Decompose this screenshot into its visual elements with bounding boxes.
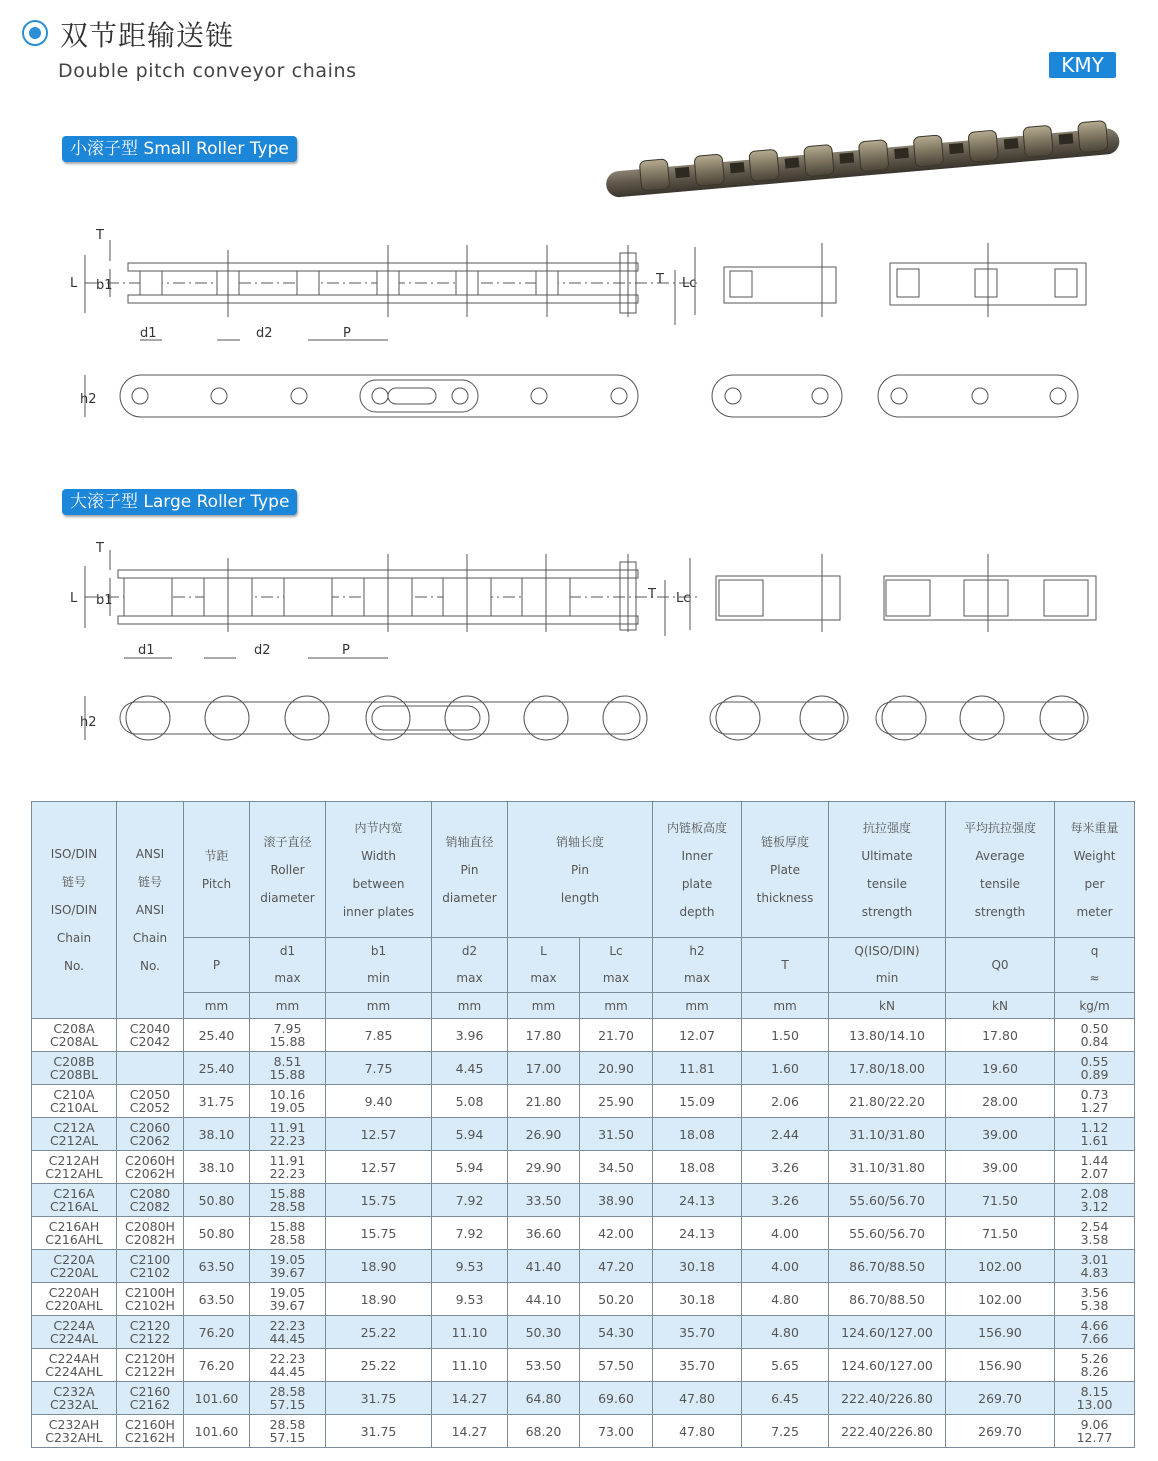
cell-d2: 5.94 (432, 1151, 508, 1184)
cell-h2: 30.18 (653, 1283, 742, 1316)
cell-Q: 21.80/22.20 (829, 1085, 946, 1118)
cell-p: 76.20 (184, 1349, 250, 1382)
cell-L: 53.50 (508, 1349, 580, 1382)
cell-q: 3.01 4.83 (1055, 1250, 1135, 1283)
unit-cell: mm (742, 993, 829, 1019)
dim-T2-small: T (656, 272, 664, 287)
cell-Q0: 269.70 (946, 1382, 1055, 1415)
header-width: 内节内宽 Width between inner plates (326, 802, 432, 938)
cell-T: 4.00 (742, 1217, 829, 1250)
cell-q: 0.73 1.27 (1055, 1085, 1135, 1118)
cell-Lc: 54.30 (580, 1316, 653, 1349)
cell-h2: 47.80 (653, 1382, 742, 1415)
table-row (32, 1085, 1135, 1118)
header-weight: 每米重量 Weight per meter (1055, 802, 1135, 938)
table-row (32, 1217, 1135, 1250)
cell-h2: 35.70 (653, 1316, 742, 1349)
table-row (32, 1283, 1135, 1316)
unit-cell: mm (326, 993, 432, 1019)
table-row (32, 1349, 1135, 1382)
cell-b1: 18.90 (326, 1283, 432, 1316)
cell-ansi: C2080 C2082 (117, 1184, 184, 1217)
cell-p: 38.10 (184, 1151, 250, 1184)
cell-d1: 28.58 57.15 (250, 1382, 326, 1415)
cell-Lc: 50.20 (580, 1283, 653, 1316)
sym-h2: h2 max (653, 938, 742, 993)
cell-T: 3.26 (742, 1151, 829, 1184)
cell-L: 17.00 (508, 1052, 580, 1085)
cell-iso: C224A C224AL (32, 1316, 117, 1349)
cell-ansi: C2100H C2102H (117, 1283, 184, 1316)
large-roller-drawing (0, 540, 1158, 750)
cell-Q: 31.10/31.80 (829, 1151, 946, 1184)
cell-p: 38.10 (184, 1118, 250, 1151)
cell-Q: 124.60/127.00 (829, 1316, 946, 1349)
cell-iso: C208B C208BL (32, 1052, 117, 1085)
brand-badge: KMY (1049, 52, 1116, 78)
cell-q: 8.15 13.00 (1055, 1382, 1135, 1415)
header-plate-thickness: 链板厚度 Plate thickness (742, 802, 829, 938)
dim-b1-large: b1 (96, 593, 113, 608)
sym-Lc: Lc max (580, 938, 653, 993)
cell-L: 44.10 (508, 1283, 580, 1316)
header-roller: 滚子直径 Roller diameter (250, 802, 326, 938)
cell-Q0: 39.00 (946, 1118, 1055, 1151)
cell-iso: C220AH C220AHL (32, 1283, 117, 1316)
cell-ansi: C2040 C2042 (117, 1019, 184, 1052)
dim-d2-large: d2 (254, 643, 271, 658)
section-large-roller: 大滚子型 Large Roller Type (62, 489, 297, 515)
cell-Q0: 17.80 (946, 1019, 1055, 1052)
cell-q: 0.55 0.89 (1055, 1052, 1135, 1085)
table-row (32, 1184, 1135, 1217)
cell-b1: 25.22 (326, 1349, 432, 1382)
dim-d1-small: d1 (140, 326, 157, 341)
section-small-roller: 小滚子型 Small Roller Type (62, 136, 297, 162)
cell-L: 36.60 (508, 1217, 580, 1250)
sym-q: q ≈ (1055, 938, 1135, 993)
cell-d1: 19.05 39.67 (250, 1250, 326, 1283)
cell-b1: 12.57 (326, 1151, 432, 1184)
cell-Lc: 25.90 (580, 1085, 653, 1118)
unit-cell: mm (250, 993, 326, 1019)
sym-Q0: Q0 (946, 938, 1055, 993)
dim-b1-small: b1 (96, 278, 113, 293)
header-ultimate: 抗拉强度 Ultimate tensile strength (829, 802, 946, 938)
cell-d2: 5.94 (432, 1118, 508, 1151)
cell-Q0: 269.70 (946, 1415, 1055, 1448)
page-title-cn: 双节距输送链 (60, 19, 235, 52)
cell-p: 101.60 (184, 1415, 250, 1448)
header-pin-length: 销轴长度 Pin length (508, 802, 653, 938)
cell-iso: C212AH C212AHL (32, 1151, 117, 1184)
sym-T: T (742, 938, 829, 993)
cell-b1: 18.90 (326, 1250, 432, 1283)
table-row (32, 1019, 1135, 1052)
cell-T: 4.80 (742, 1316, 829, 1349)
cell-d2: 3.96 (432, 1019, 508, 1052)
cell-d2: 9.53 (432, 1283, 508, 1316)
cell-d2: 11.10 (432, 1316, 508, 1349)
dim-Lc-large: Lc (676, 591, 691, 606)
cell-ansi: C2160 C2162 (117, 1382, 184, 1415)
cell-p: 50.80 (184, 1184, 250, 1217)
header-average: 平均抗拉强度 Average tensile strength (946, 802, 1055, 938)
dim-d2-small: d2 (256, 326, 273, 341)
cell-Q0: 156.90 (946, 1349, 1055, 1382)
cell-Q0: 71.50 (946, 1217, 1055, 1250)
cell-b1: 12.57 (326, 1118, 432, 1151)
unit-cell: mm (508, 993, 580, 1019)
cell-iso: C212A C212AL (32, 1118, 117, 1151)
cell-q: 1.12 1.61 (1055, 1118, 1135, 1151)
cell-p: 25.40 (184, 1019, 250, 1052)
cell-Q: 86.70/88.50 (829, 1283, 946, 1316)
cell-h2: 24.13 (653, 1184, 742, 1217)
sym-Q: Q(ISO/DIN) min (829, 938, 946, 993)
cell-d1: 7.95 15.88 (250, 1019, 326, 1052)
cell-q: 2.54 3.58 (1055, 1217, 1135, 1250)
cell-d2: 9.53 (432, 1250, 508, 1283)
cell-d1: 11.91 22.23 (250, 1151, 326, 1184)
cell-iso: C232A C232AL (32, 1382, 117, 1415)
cell-T: 2.06 (742, 1085, 829, 1118)
cell-d1: 11.91 22.23 (250, 1118, 326, 1151)
cell-Q: 222.40/226.80 (829, 1382, 946, 1415)
cell-p: 76.20 (184, 1316, 250, 1349)
table-row (32, 1382, 1135, 1415)
cell-L: 33.50 (508, 1184, 580, 1217)
sym-d2: d2 max (432, 938, 508, 993)
cell-Lc: 38.90 (580, 1184, 653, 1217)
unit-cell: kg/m (1055, 993, 1135, 1019)
cell-d1: 15.88 28.58 (250, 1217, 326, 1250)
table-row (32, 1151, 1135, 1184)
cell-T: 4.80 (742, 1283, 829, 1316)
sym-d1: d1 max (250, 938, 326, 993)
cell-iso: C208A C208AL (32, 1019, 117, 1052)
cell-L: 68.20 (508, 1415, 580, 1448)
cell-q: 9.06 12.77 (1055, 1415, 1135, 1448)
cell-ansi: C2160H C2162H (117, 1415, 184, 1448)
cell-b1: 7.85 (326, 1019, 432, 1052)
dim-T-large: T (96, 541, 104, 556)
sym-L: L max (508, 938, 580, 993)
cell-d2: 5.08 (432, 1085, 508, 1118)
cell-Lc: 57.50 (580, 1349, 653, 1382)
title-bullet-icon (22, 20, 48, 46)
cell-T: 1.50 (742, 1019, 829, 1052)
cell-T: 6.45 (742, 1382, 829, 1415)
cell-iso: C232AH C232AHL (32, 1415, 117, 1448)
cell-q: 2.08 3.12 (1055, 1184, 1135, 1217)
cell-iso: C224AH C224AHL (32, 1349, 117, 1382)
dim-L-large: L (70, 591, 78, 606)
cell-h2: 47.80 (653, 1415, 742, 1448)
table-row (32, 1316, 1135, 1349)
dim-Lc-small: Lc (682, 276, 697, 291)
cell-L: 41.40 (508, 1250, 580, 1283)
cell-h2: 15.09 (653, 1085, 742, 1118)
cell-q: 4.66 7.66 (1055, 1316, 1135, 1349)
dim-d1-large: d1 (138, 643, 155, 658)
cell-Q0: 102.00 (946, 1250, 1055, 1283)
cell-Q0: 19.60 (946, 1052, 1055, 1085)
cell-Q0: 156.90 (946, 1316, 1055, 1349)
cell-T: 5.65 (742, 1349, 829, 1382)
cell-b1: 7.75 (326, 1052, 432, 1085)
cell-p: 63.50 (184, 1283, 250, 1316)
table-row (32, 1052, 1135, 1085)
dim-L-small: L (70, 276, 78, 291)
unit-cell: mm (432, 993, 508, 1019)
cell-d1: 15.88 28.58 (250, 1184, 326, 1217)
cell-d2: 4.45 (432, 1052, 508, 1085)
cell-d2: 7.92 (432, 1217, 508, 1250)
cell-d2: 14.27 (432, 1415, 508, 1448)
cell-h2: 24.13 (653, 1217, 742, 1250)
header-pitch: 节距 Pitch (184, 802, 250, 938)
cell-T: 7.25 (742, 1415, 829, 1448)
cell-Q: 124.60/127.00 (829, 1349, 946, 1382)
cell-p: 25.40 (184, 1052, 250, 1085)
cell-Lc: 20.90 (580, 1052, 653, 1085)
cell-Q0: 28.00 (946, 1085, 1055, 1118)
cell-Q: 17.80/18.00 (829, 1052, 946, 1085)
cell-b1: 31.75 (326, 1382, 432, 1415)
chain-photo (0, 120, 1158, 200)
cell-h2: 18.08 (653, 1118, 742, 1151)
dim-T-small: T (96, 228, 104, 243)
cell-Q: 31.10/31.80 (829, 1118, 946, 1151)
cell-T: 1.60 (742, 1052, 829, 1085)
cell-q: 5.26 8.26 (1055, 1349, 1135, 1382)
cell-Q: 13.80/14.10 (829, 1019, 946, 1052)
sym-P: P (184, 938, 250, 993)
cell-L: 26.90 (508, 1118, 580, 1151)
cell-b1: 15.75 (326, 1184, 432, 1217)
cell-h2: 18.08 (653, 1151, 742, 1184)
dim-h2-small: h2 (80, 392, 97, 407)
cell-d1: 22.23 44.45 (250, 1349, 326, 1382)
dim-h2-large: h2 (80, 715, 97, 730)
cell-Q: 222.40/226.80 (829, 1415, 946, 1448)
cell-ansi: C2060H C2062H (117, 1151, 184, 1184)
cell-d1: 19.05 39.67 (250, 1283, 326, 1316)
sym-b1: b1 min (326, 938, 432, 993)
cell-d1: 22.23 44.45 (250, 1316, 326, 1349)
cell-ansi: C2080H C2082H (117, 1217, 184, 1250)
dim-P-small: P (343, 326, 351, 341)
unit-cell: mm (184, 993, 250, 1019)
cell-d1: 8.51 15.88 (250, 1052, 326, 1085)
unit-cell: mm (580, 993, 653, 1019)
cell-Q0: 39.00 (946, 1151, 1055, 1184)
cell-ansi: C2050 C2052 (117, 1085, 184, 1118)
cell-h2: 30.18 (653, 1250, 742, 1283)
cell-Lc: 69.60 (580, 1382, 653, 1415)
cell-q: 3.56 5.38 (1055, 1283, 1135, 1316)
cell-p: 50.80 (184, 1217, 250, 1250)
dim-P-large: P (342, 643, 350, 658)
cell-Q: 55.60/56.70 (829, 1217, 946, 1250)
cell-ansi (117, 1052, 184, 1085)
cell-L: 17.80 (508, 1019, 580, 1052)
header-pin-diameter: 销轴直径 Pin diameter (432, 802, 508, 938)
cell-L: 21.80 (508, 1085, 580, 1118)
cell-d1: 10.16 19.05 (250, 1085, 326, 1118)
header-ansi: ANSI 链号 ANSI Chain No. (117, 802, 184, 1019)
cell-Q0: 71.50 (946, 1184, 1055, 1217)
cell-Q: 55.60/56.70 (829, 1184, 946, 1217)
cell-L: 64.80 (508, 1382, 580, 1415)
table-row (32, 1250, 1135, 1283)
cell-Lc: 42.00 (580, 1217, 653, 1250)
cell-T: 4.00 (742, 1250, 829, 1283)
cell-L: 50.30 (508, 1316, 580, 1349)
header-iso: ISO/DIN 链号 ISO/DIN Chain No. (32, 802, 117, 1019)
cell-b1: 9.40 (326, 1085, 432, 1118)
cell-Lc: 47.20 (580, 1250, 653, 1283)
cell-Lc: 34.50 (580, 1151, 653, 1184)
cell-h2: 12.07 (653, 1019, 742, 1052)
cell-T: 2.44 (742, 1118, 829, 1151)
cell-ansi: C2120H C2122H (117, 1349, 184, 1382)
cell-b1: 31.75 (326, 1415, 432, 1448)
cell-p: 63.50 (184, 1250, 250, 1283)
cell-d2: 11.10 (432, 1349, 508, 1382)
table-row (32, 1415, 1135, 1448)
cell-ansi: C2120 C2122 (117, 1316, 184, 1349)
cell-L: 29.90 (508, 1151, 580, 1184)
small-roller-drawing (0, 225, 1158, 440)
cell-ansi: C2060 C2062 (117, 1118, 184, 1151)
cell-h2: 35.70 (653, 1349, 742, 1382)
cell-Q0: 102.00 (946, 1283, 1055, 1316)
cell-iso: C210A C210AL (32, 1085, 117, 1118)
unit-cell: kN (829, 993, 946, 1019)
cell-Lc: 21.70 (580, 1019, 653, 1052)
cell-d2: 7.92 (432, 1184, 508, 1217)
cell-ansi: C2100 C2102 (117, 1250, 184, 1283)
spec-table (31, 801, 1135, 1448)
cell-d2: 14.27 (432, 1382, 508, 1415)
cell-q: 1.44 2.07 (1055, 1151, 1135, 1184)
cell-iso: C216AH C216AHL (32, 1217, 117, 1250)
cell-p: 101.60 (184, 1382, 250, 1415)
cell-iso: C220A C220AL (32, 1250, 117, 1283)
cell-iso: C216A C216AL (32, 1184, 117, 1217)
table-row (32, 1118, 1135, 1151)
cell-b1: 25.22 (326, 1316, 432, 1349)
cell-h2: 11.81 (653, 1052, 742, 1085)
cell-b1: 15.75 (326, 1217, 432, 1250)
unit-cell: kN (946, 993, 1055, 1019)
page-title-en: Double pitch conveyor chains (58, 60, 357, 82)
cell-d1: 28.58 57.15 (250, 1415, 326, 1448)
cell-Q: 86.70/88.50 (829, 1250, 946, 1283)
header-plate-depth: 内链板高度 Inner plate depth (653, 802, 742, 938)
cell-Lc: 73.00 (580, 1415, 653, 1448)
cell-T: 3.26 (742, 1184, 829, 1217)
cell-q: 0.50 0.84 (1055, 1019, 1135, 1052)
unit-cell: mm (653, 993, 742, 1019)
cell-p: 31.75 (184, 1085, 250, 1118)
dim-T2-large: T (648, 587, 656, 602)
cell-Lc: 31.50 (580, 1118, 653, 1151)
